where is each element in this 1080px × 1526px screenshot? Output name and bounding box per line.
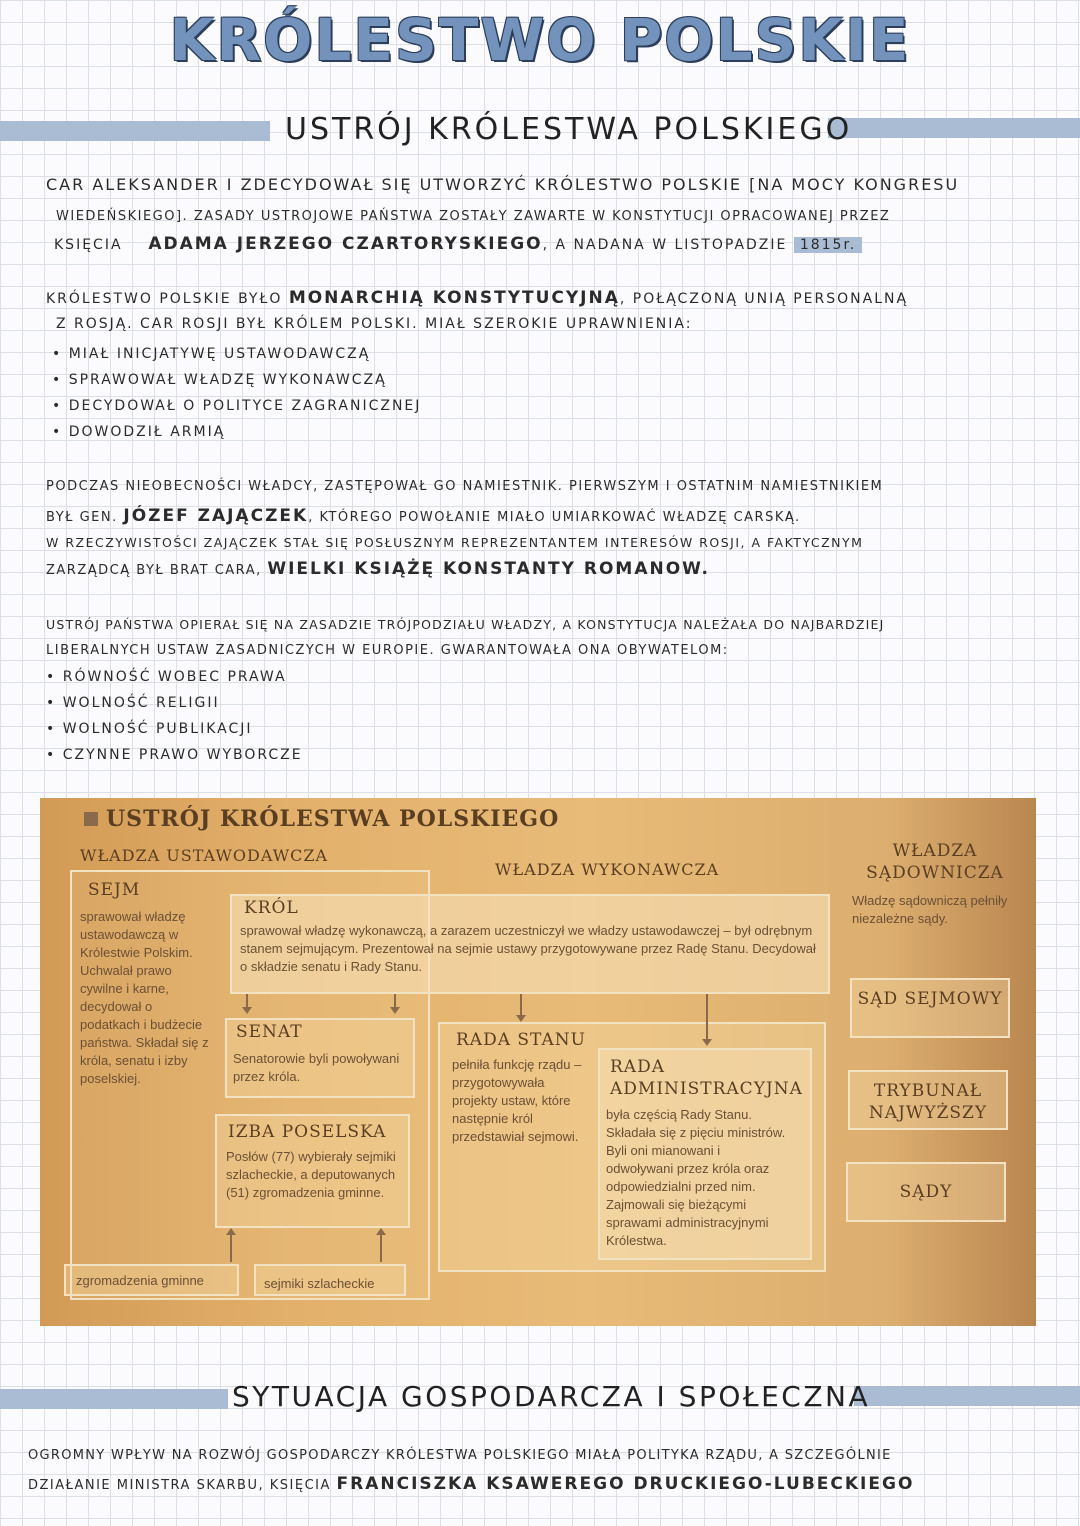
p4-line1: USTRÓJ PAŃSTWA OPIERAŁ SIĘ NA ZASADZIE TRÓJPODZIAŁU WŁADZY, A KONSTYTUCJA NALEŻAŁA DO NAJBARDZIEJ	[46, 617, 885, 632]
zajaczek-name: JÓZEF ZAJĄCZEK	[123, 506, 309, 526]
p3-line4-pre: ZARZĄDCĄ BYŁ BRAT CARA,	[46, 563, 262, 578]
p3-line4	[46, 556, 710, 584]
lubecki-name: FRANCISZKA KSAWEREGO DRUCKIEGO-LUBECKIEGO	[336, 1474, 915, 1494]
s2-line2-pre: DZIAŁANIE MINISTRA SKARBU, KSIĘCIA	[28, 1478, 331, 1493]
p1-line3	[54, 231, 862, 258]
diagram-title-text: USTRÓJ KRÓLESTWA POLSKIEGO	[106, 806, 560, 832]
izba-title: IZBA POSELSKA	[228, 1122, 387, 1142]
s2-line2	[28, 1471, 914, 1499]
list-item: • WOLNOŚĆ RELIGII	[46, 690, 303, 716]
monarchia-term: MONARCHIĄ KONSTYTUCYJNĄ	[288, 288, 620, 308]
list-item: • DOWODZIŁ ARMIĄ	[52, 419, 421, 445]
konstanty-name: WIELKI KSIĄŻĘ KONSTANTY ROMANOW.	[267, 559, 710, 579]
section-bar-left	[0, 121, 270, 141]
rada-adm-text: była częścią Rady Stanu. Składała się z pięciu ministrów. Byli oni mianowani i odwoływani przez króla oraz odpowiedzialni przed nim. Zajmowali się bieżącymi sprawami administracyjnymi Królestwa.	[606, 1107, 786, 1248]
czartoryski-name: ADAMA JERZEGO CZARTORYSKIEGO	[148, 234, 543, 254]
judicial-label: WŁADZA SĄDOWNICZA	[866, 841, 1004, 883]
p2-line1-post: , POŁĄCZONĄ UNIĄ PERSONALNĄ	[619, 291, 909, 307]
trybunal-label: TRYBUNAŁ NAJWYŻSZY	[868, 1081, 988, 1123]
list-item: • WOLNOŚĆ PUBLIKACJI	[46, 716, 303, 742]
s2-line1: OGROMNY WPŁYW NA ROZWÓJ GOSPODARCZY KRÓLESTWA POLSKIEGO MIAŁA POLITYKA RZĄDU, A SZCZEGÓLNIE	[28, 1448, 892, 1463]
rights-list	[46, 664, 303, 768]
list-item: • RÓWNOŚĆ WOBEC PRAWA	[46, 664, 303, 690]
rada-adm-title: RADA ADMINISTRACYJNA	[610, 1057, 803, 1099]
p3-line2-post: , KTÓREGO POWOŁANIE MIAŁO UMIARKOWAĆ WŁADZĘ CARSKĄ.	[308, 510, 801, 525]
judicial-text: Władzę sądowniczą pełniły niezależne sądy.	[852, 893, 1008, 926]
p2-line2: Z ROSJĄ. CAR ROSJI BYŁ KRÓLEM POLSKI. MIAŁ SZEROKIE UPRAWNIENIA:	[56, 316, 693, 332]
executive-label: WŁADZA WYKONAWCZA	[495, 860, 720, 879]
square-icon	[84, 812, 98, 826]
powers-list	[52, 341, 421, 445]
p2-line1	[46, 285, 908, 312]
section-bar-right	[854, 1386, 1080, 1406]
p3-line2	[46, 503, 801, 531]
sejm-text: sprawował władzę ustawodawczą w Królestwie Polskim. Uchwalał prawo cywilne i karne, decydował o podatkach i budżecie państwa. Składał się z króla, senatu i izby poselskiej.	[80, 909, 209, 1086]
krol-text: sprawował władzę wykonawczą, a zarazem uczestniczył we władzy ustawodawczej – był odrębnym stanem sejmującym. Prezentował na sejmie ustawy przygotowywane przez Radę Stanu. Decydował o składzie senatu i Rady Stanu.	[240, 923, 816, 974]
p3-line2-pre: BYŁ GEN.	[46, 510, 118, 525]
diagram-title	[84, 806, 559, 832]
p4-line2: LIBERALNYCH USTAW ZASADNICZYCH W EUROPIE. GWARANTOWAŁA ONA OBYWATELOM:	[46, 643, 729, 658]
arrow-up-icon	[380, 1234, 382, 1262]
arrow-down-icon	[394, 994, 396, 1008]
p3-line1: PODCZAS NIEOBECNOŚCI WŁADCY, ZASTĘPOWAŁ GO NAMIESTNIK. PIERWSZYM I OSTATNIM NAMIESTNIKIEM	[46, 479, 884, 494]
year-highlight: 1815r.	[794, 237, 863, 253]
list-item: • SPRAWOWAŁ WŁADZĘ WYKONAWCZĄ	[52, 367, 421, 393]
p1-line3-post: , A NADANA W LISTOPADZIE	[542, 237, 788, 253]
list-item: • DECYDOWAŁ O POLITYCE ZAGRANICZNEJ	[52, 393, 421, 419]
p3-line3: W RZECZYWISTOŚCI ZAJĄCZEK STAŁ SIĘ POSŁUSZNYM REPREZENTANTEM INTERESÓW ROSJI, A FAKTYCZNYM	[46, 535, 864, 550]
senat-title: SENAT	[236, 1022, 303, 1042]
krol-title: KRÓL	[244, 898, 299, 918]
p2-line1-pre: KRÓLESTWO POLSKIE BYŁO	[46, 291, 283, 307]
arrow-down-icon	[520, 994, 522, 1016]
p1-line3-pre: KSIĘCIA	[54, 237, 123, 253]
list-item: • MIAŁ INICJATYWĘ USTAWODAWCZĄ	[52, 341, 421, 367]
section-bar-left	[0, 1389, 228, 1409]
sady-label: SĄDY	[899, 1182, 953, 1202]
section-bar-right	[828, 118, 1080, 138]
section-title-gospodarka: SYTUACJA GOSPODARCZA I SPOŁECZNA	[232, 1380, 871, 1413]
sejm-title: SEJM	[88, 880, 141, 900]
p1-line1: CAR ALEKSANDER I ZDECYDOWAŁ SIĘ UTWORZYĆ KRÓLESTWO POLSKIE [NA MOCY KONGRESU	[46, 175, 960, 194]
textbook-diagram-photo	[40, 798, 1036, 1326]
page-title: KRÓLESTWO POLSKIE	[169, 6, 911, 74]
legislative-label: WŁADZA USTAWODAWCZA	[80, 846, 329, 865]
list-item: • CZYNNE PRAWO WYBORCZE	[46, 742, 303, 768]
arrow-up-icon	[230, 1234, 232, 1262]
rada-stanu-text: pełniła funkcję rządu – przygotowywała projekty ustaw, które następnie król przedstawiał sejmowi.	[452, 1057, 582, 1144]
sad-sejmowy-label: SĄD SEJMOWY	[857, 989, 1003, 1009]
zgromadzenia-label: zgromadzenia gminne	[76, 1273, 204, 1288]
sejmiki-label: sejmiki szlacheckie	[264, 1276, 375, 1291]
rada-stanu-title: RADA STANU	[456, 1030, 586, 1050]
izba-text: Posłów (77) wybierały sejmiki szlacheckie, a deputowanych (51) zgromadzenia gminne.	[226, 1149, 396, 1200]
arrow-down-icon	[706, 994, 708, 1040]
arrow-down-icon	[246, 994, 248, 1008]
p1-line2: WIEDEŃSKIEGO]. ZASADY USTROJOWE PAŃSTWA ZOSTAŁY ZAWARTE W KONSTYTUCJI OPRACOWANEJ PRZEZ	[56, 209, 891, 224]
senat-text: Senatorowie byli powoływani przez króla.	[233, 1051, 400, 1084]
section-title-ustroj: USTRÓJ KRÓLESTWA POLSKIEGO	[285, 112, 853, 147]
